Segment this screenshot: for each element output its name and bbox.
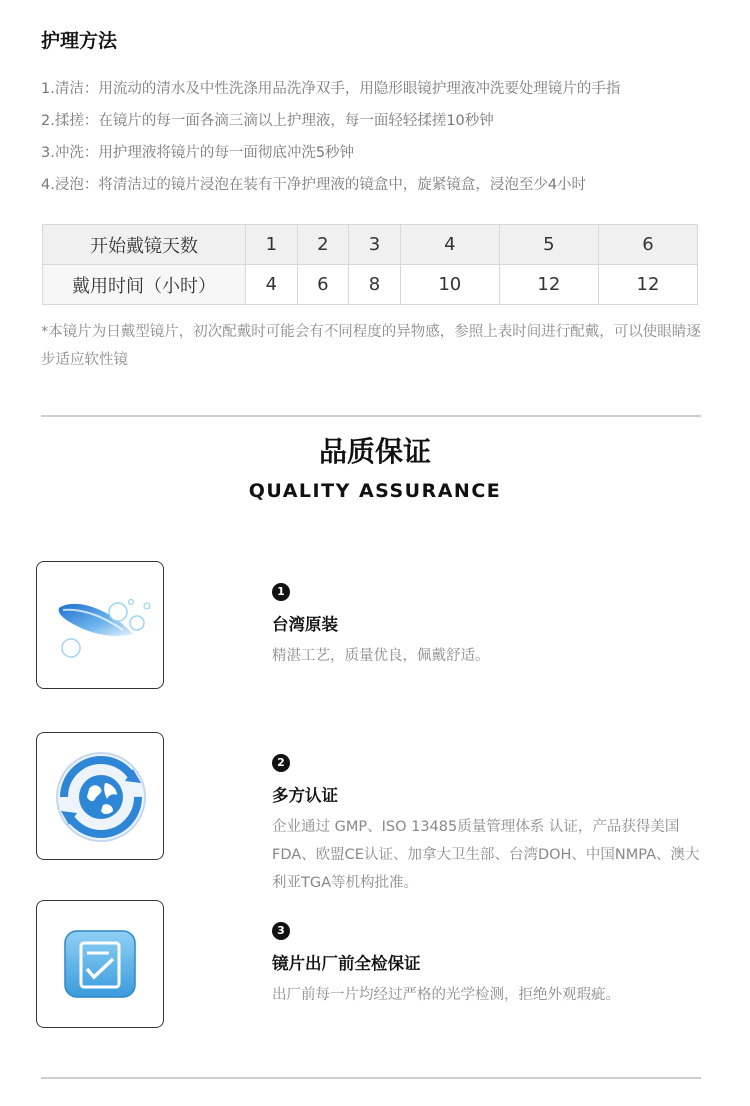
feature-title: 多方认证 (272, 786, 338, 805)
feature-description: 出厂前每一片均经过严格的光学检测，拒绝外观瑕疵。 (272, 987, 620, 1003)
table-cell: 2 (297, 225, 349, 265)
globe-certification-icon (37, 733, 165, 861)
table-row-label: 戴用时间（小时） (43, 265, 246, 305)
table-cell: 6 (297, 265, 349, 305)
table-row (43, 225, 698, 265)
wear-schedule-table (42, 224, 698, 305)
quality-subtitle: QUALITY ASSURANCE (248, 480, 502, 502)
care-step: 1.清洁：用流动的清水及中性洗涤用品洗净双手，用隐形眼镜护理液冲洗要处理镜片的手指 (41, 81, 621, 97)
table-cell: 5 (499, 225, 598, 265)
table-row-label: 开始戴镜天数 (43, 225, 246, 265)
care-step: 4.浸泡：将清洁过的镜片浸泡在装有干净护理液的镜盒中，旋紧镜盒，浸泡至少4小时 (41, 177, 587, 193)
section-divider (41, 415, 701, 417)
feature-item (0, 732, 750, 891)
table-cell: 6 (598, 225, 697, 265)
feature-number: 2 (272, 754, 290, 772)
table-cell: 4 (246, 265, 298, 305)
feature-icon-box (36, 732, 164, 860)
checklist-icon (37, 901, 165, 1029)
care-step: 2.揉搓：在镜片的每一面各滴三滴以上护理液，每一面轻轻揉搓10秒钟 (41, 113, 494, 129)
feature-number: 1 (272, 583, 290, 601)
feature-title: 台湾原装 (272, 615, 338, 634)
section-divider (41, 1077, 701, 1079)
table-cell: 1 (246, 225, 298, 265)
feature-icon-box (36, 561, 164, 689)
feature-icon-box (36, 900, 164, 1028)
table-row (43, 265, 698, 305)
feature-item (0, 900, 750, 1030)
feature-description: 精湛工艺，质量优良，佩戴舒适。 (272, 648, 490, 664)
table-cell: 8 (349, 265, 401, 305)
feature-item (0, 561, 750, 691)
care-step: 3.冲洗：用护理液将镜片的每一面彻底冲洗5秒钟 (41, 145, 355, 161)
lens-icon (37, 562, 165, 690)
wear-note: *本镜片为日戴型镜片，初次配戴时可能会有不同程度的异物感，参照上表时间进行配戴，可以使眼睛逐步适应软性镜 (41, 324, 701, 368)
table-cell: 10 (400, 265, 499, 305)
table-cell: 3 (349, 225, 401, 265)
feature-description: 企业通过 GMP、ISO 13485质量管理体系 认证，产品获得美国FDA、欧盟CE认证、加拿大卫生部、台湾DOH、中国NMPA、澳大利亚TGA等机构批准。 (272, 819, 700, 891)
table-cell: 4 (400, 225, 499, 265)
table-cell: 12 (499, 265, 598, 305)
quality-title: 品质保证 (318, 435, 431, 468)
table-cell: 12 (598, 265, 697, 305)
care-steps-list (41, 78, 711, 206)
feature-title: 镜片出厂前全检保证 (272, 954, 421, 973)
feature-number: 3 (272, 922, 290, 940)
care-method-title: 护理方法 (41, 30, 118, 52)
